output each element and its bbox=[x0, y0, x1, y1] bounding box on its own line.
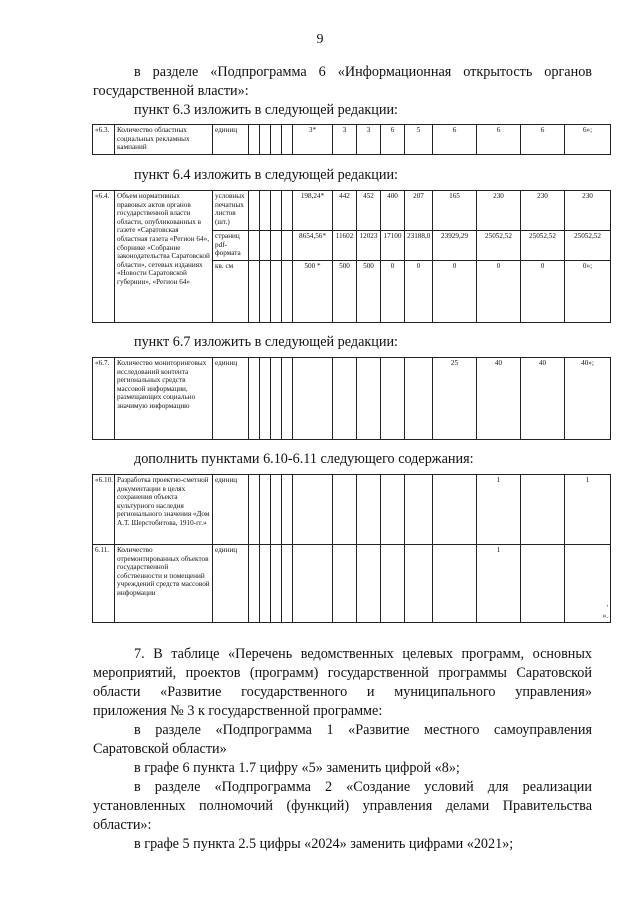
row-number: «6.7. bbox=[93, 358, 115, 440]
value-cell: 6»; bbox=[565, 125, 611, 155]
value-cell bbox=[333, 358, 357, 440]
value-cell: 0 bbox=[405, 261, 433, 323]
section-intro-line2: государственной власти»: bbox=[93, 83, 249, 99]
value-cell: 1 bbox=[565, 475, 611, 545]
table-point-6-7 bbox=[92, 357, 611, 440]
value-cell: 6 bbox=[381, 125, 405, 155]
indicator-name: Разработка проектно-сметной документации в целях сохранения объекта культурного наследия регионального значения «Дом А.Т. Шерстобитова, 1910-гг.» bbox=[115, 475, 213, 545]
value-cell: 198,24* bbox=[293, 191, 333, 231]
value-cell: 3 bbox=[333, 125, 357, 155]
value-cell bbox=[293, 545, 333, 623]
value-cell: 25052,52 bbox=[565, 231, 611, 261]
value-cell: 25052,52 bbox=[521, 231, 565, 261]
unit: единиц bbox=[213, 545, 249, 623]
value-cell bbox=[381, 475, 405, 545]
value-cell: 6 bbox=[521, 125, 565, 155]
unit: условных печатных листов (шт.) bbox=[213, 191, 249, 231]
value-cell: 0 bbox=[477, 261, 521, 323]
value-cell: 6 bbox=[477, 125, 521, 155]
value-cell bbox=[333, 475, 357, 545]
value-cell bbox=[405, 545, 433, 623]
value-cell: 23188,0 bbox=[405, 231, 433, 261]
body-line-2: мероприятий, проектов (программ) государственной программы Саратовской bbox=[93, 665, 592, 681]
value-cell: 40»; bbox=[565, 358, 611, 440]
value-cell bbox=[293, 358, 333, 440]
value-cell: 6 bbox=[433, 125, 477, 155]
value-cell: 0 bbox=[521, 261, 565, 323]
value-cell: 500 bbox=[357, 261, 381, 323]
body-line-8: в разделе «Подпрограмма 2 «Создание условий для реализации bbox=[134, 779, 592, 795]
body-line-11: в графе 5 пункта 2.5 цифры «2024» заменить цифрами «2021»; bbox=[134, 836, 514, 852]
value-cell-with-end-mark bbox=[565, 545, 611, 623]
value-cell bbox=[405, 358, 433, 440]
body-line-10: области»: bbox=[93, 817, 152, 833]
value-cell: 0 bbox=[433, 261, 477, 323]
point-6-3-heading: пункт 6.3 изложить в следующей редакции: bbox=[134, 102, 398, 118]
body-line-3: области «Развитие государственного и муниципального управления» bbox=[93, 684, 592, 700]
unit: единиц bbox=[213, 475, 249, 545]
value-cell bbox=[381, 358, 405, 440]
value-cell: 500 bbox=[333, 261, 357, 323]
body-line-7: в графе 6 пункта 1.7 цифру «5» заменить цифрой «8»; bbox=[134, 760, 460, 776]
indicator-name: Количество отремонтированных объектов государственной собственности и помещений учреждений средств массовой информации bbox=[115, 545, 213, 623]
body-line-1: 7. В таблице «Перечень ведомственных целевых программ, основных bbox=[134, 646, 592, 662]
value-last: ' bbox=[606, 603, 608, 612]
value-cell: 5 bbox=[405, 125, 433, 155]
value-cell: 230 bbox=[565, 191, 611, 231]
value-cell: 442 bbox=[333, 191, 357, 231]
table-point-6-4 bbox=[92, 190, 611, 323]
points-6-10-6-11-heading: дополнить пунктами 6.10-6.11 следующего содержания: bbox=[134, 451, 474, 467]
value-cell: 3 bbox=[357, 125, 381, 155]
value-cell bbox=[521, 475, 565, 545]
indicator-name: Объем нормативных правовых актов органов государственной власти области, опубликованных в газете «Саратовская областная газета «Регион 64», сборнике «Собрание законодательства Саратовской области», сетевых изданиях «Новости Саратовской губернии», «Регион 64» bbox=[115, 191, 213, 323]
value-cell: 400 bbox=[381, 191, 405, 231]
value-cell: 230 bbox=[521, 191, 565, 231]
unit: кв. см bbox=[213, 261, 249, 323]
value-cell bbox=[433, 475, 477, 545]
table-point-6-3 bbox=[92, 124, 611, 155]
value-cell bbox=[357, 358, 381, 440]
value-cell: 1 bbox=[477, 545, 521, 623]
value-cell: 0»; bbox=[565, 261, 611, 323]
unit: страниц pdf-формата bbox=[213, 231, 249, 261]
value-cell: 1 bbox=[477, 475, 521, 545]
value-cell: 8654,56* bbox=[293, 231, 333, 261]
row-number: 6.11. bbox=[93, 545, 115, 623]
value-cell: 500 * bbox=[293, 261, 333, 323]
table-points-6-10-6-11 bbox=[92, 474, 611, 623]
value-cell: 40 bbox=[521, 358, 565, 440]
body-line-4: приложения № 3 к государственной программе: bbox=[93, 703, 383, 719]
page-number: 9 bbox=[316, 32, 324, 47]
value-cell bbox=[333, 545, 357, 623]
indicator-name: Количество мониторинговых исследований контента региональных средств массовой информации, размещающих социально значимую информацию bbox=[115, 358, 213, 440]
value-cell bbox=[433, 545, 477, 623]
value-cell bbox=[381, 545, 405, 623]
value-cell: 452 bbox=[357, 191, 381, 231]
indicator-name: Количество областных социальных рекламных кампаний bbox=[115, 125, 213, 155]
value-cell: 25052,52 bbox=[477, 231, 521, 261]
value-cell bbox=[357, 545, 381, 623]
point-6-4-heading: пункт 6.4 изложить в следующей редакции: bbox=[134, 167, 398, 183]
value-cell: 23929,29 bbox=[433, 231, 477, 261]
value-cell: 12023 bbox=[357, 231, 381, 261]
value-cell bbox=[293, 475, 333, 545]
unit: единиц bbox=[213, 358, 249, 440]
row-number: «6.4. bbox=[93, 191, 115, 323]
body-line-6: Саратовской области» bbox=[93, 741, 227, 757]
value-cell: 40 bbox=[477, 358, 521, 440]
value-cell: 207 bbox=[405, 191, 433, 231]
value-cell bbox=[405, 475, 433, 545]
value-cell: 11602 bbox=[333, 231, 357, 261]
row-number: «6.10. bbox=[93, 475, 115, 545]
value-cell: 25 bbox=[433, 358, 477, 440]
row-number: «6.3. bbox=[93, 125, 115, 155]
unit: единиц bbox=[213, 125, 249, 155]
body-line-5: в разделе «Подпрограмма 1 «Развитие местного самоуправления bbox=[134, 722, 592, 738]
closing-mark: ». bbox=[602, 612, 608, 621]
value-cell: 17100 bbox=[381, 231, 405, 261]
value-cell bbox=[357, 475, 381, 545]
value-cell: 230 bbox=[477, 191, 521, 231]
value-cell: 3* bbox=[293, 125, 333, 155]
value-cell bbox=[521, 545, 565, 623]
body-line-9: установленных полномочий (функций) управления делами Правительства bbox=[93, 798, 592, 814]
value-cell: 0 bbox=[381, 261, 405, 323]
value-cell: 165 bbox=[433, 191, 477, 231]
point-6-7-heading: пункт 6.7 изложить в следующей редакции: bbox=[134, 334, 398, 350]
section-intro-line1: в разделе «Подпрограмма 6 «Информационная открытость органов bbox=[134, 64, 592, 80]
